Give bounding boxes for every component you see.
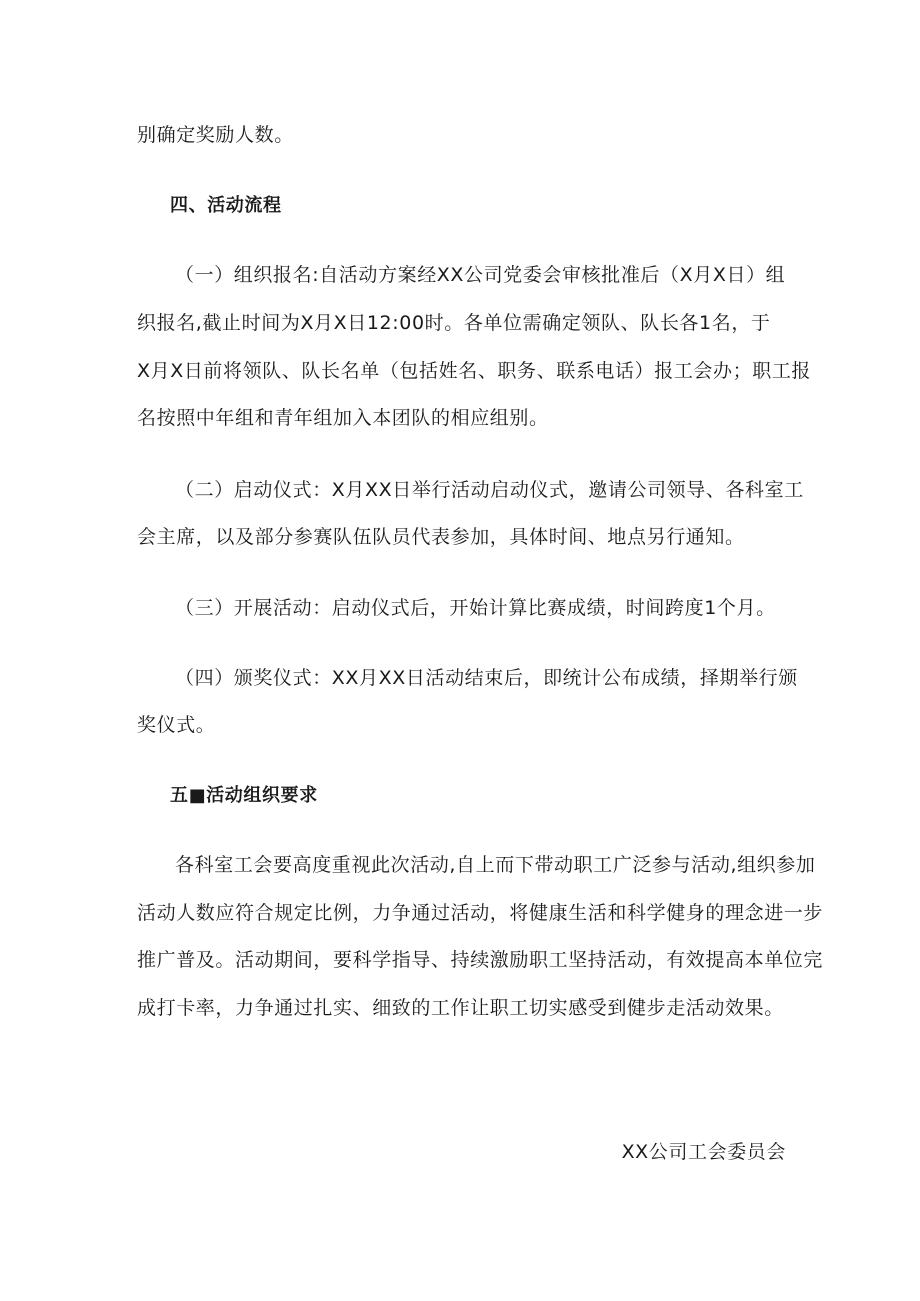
requirements-line-3: 推广普及。活动期间，要科学指导、持续激励职工坚持活动，有效提高本单位完 xyxy=(137,949,824,971)
item-1-line-2: 织报名,截止时间为X月X日12:00时。各单位需确定领队、队长各1名，于 xyxy=(137,312,771,334)
item-2-line-1: （二）启动仪式：X月XX日举行活动启动仪式，邀请公司领导、各科室工 xyxy=(175,479,804,501)
item-1-line-4: 名按照中年组和青年组加入本团队的相应组别。 xyxy=(137,407,549,429)
requirements-line-4: 成打卡率，力争通过扎实、细致的工作让职工切实感受到健步走活动效果。 xyxy=(137,997,784,1019)
item-2-line-2: 会主席，以及部分参赛队伍队员代表参加，具体时间、地点另行通知。 xyxy=(137,526,745,548)
continued-paragraph: 别确定奖励人数。 xyxy=(137,124,294,146)
section-heading-organization-requirements: 五■活动组织要求 xyxy=(170,785,318,806)
item-3-line-1: （三）开展活动：启动仪式后，开始计算比赛成绩，时间跨度1个月。 xyxy=(175,597,776,619)
item-1-line-3: X月X日前将领队、队长名单（包括姓名、职务、联系电话）报工会办；职工报 xyxy=(137,360,812,382)
section-heading-activity-process: 四、活动流程 xyxy=(170,195,282,216)
item-4-line-2: 奖仪式。 xyxy=(137,714,216,736)
item-1-line-1: （一）组织报名:自活动方案经XX公司党委会审核批准后（X月X日）组 xyxy=(175,264,786,286)
item-4-line-1: （四）颁奖仪式：XX月XX日活动结束后，即统计公布成绩，择期举行颁 xyxy=(175,667,798,689)
requirements-line-1: 各科室工会要高度重视此次活动,自上而下带动职工广泛参与活动,组织参加 xyxy=(175,854,816,876)
requirements-line-2: 活动人数应符合规定比例，力争通过活动，将健康生活和科学健身的理念进一步 xyxy=(137,902,824,924)
signature-organization: XX公司工会委员会 xyxy=(621,1141,786,1163)
